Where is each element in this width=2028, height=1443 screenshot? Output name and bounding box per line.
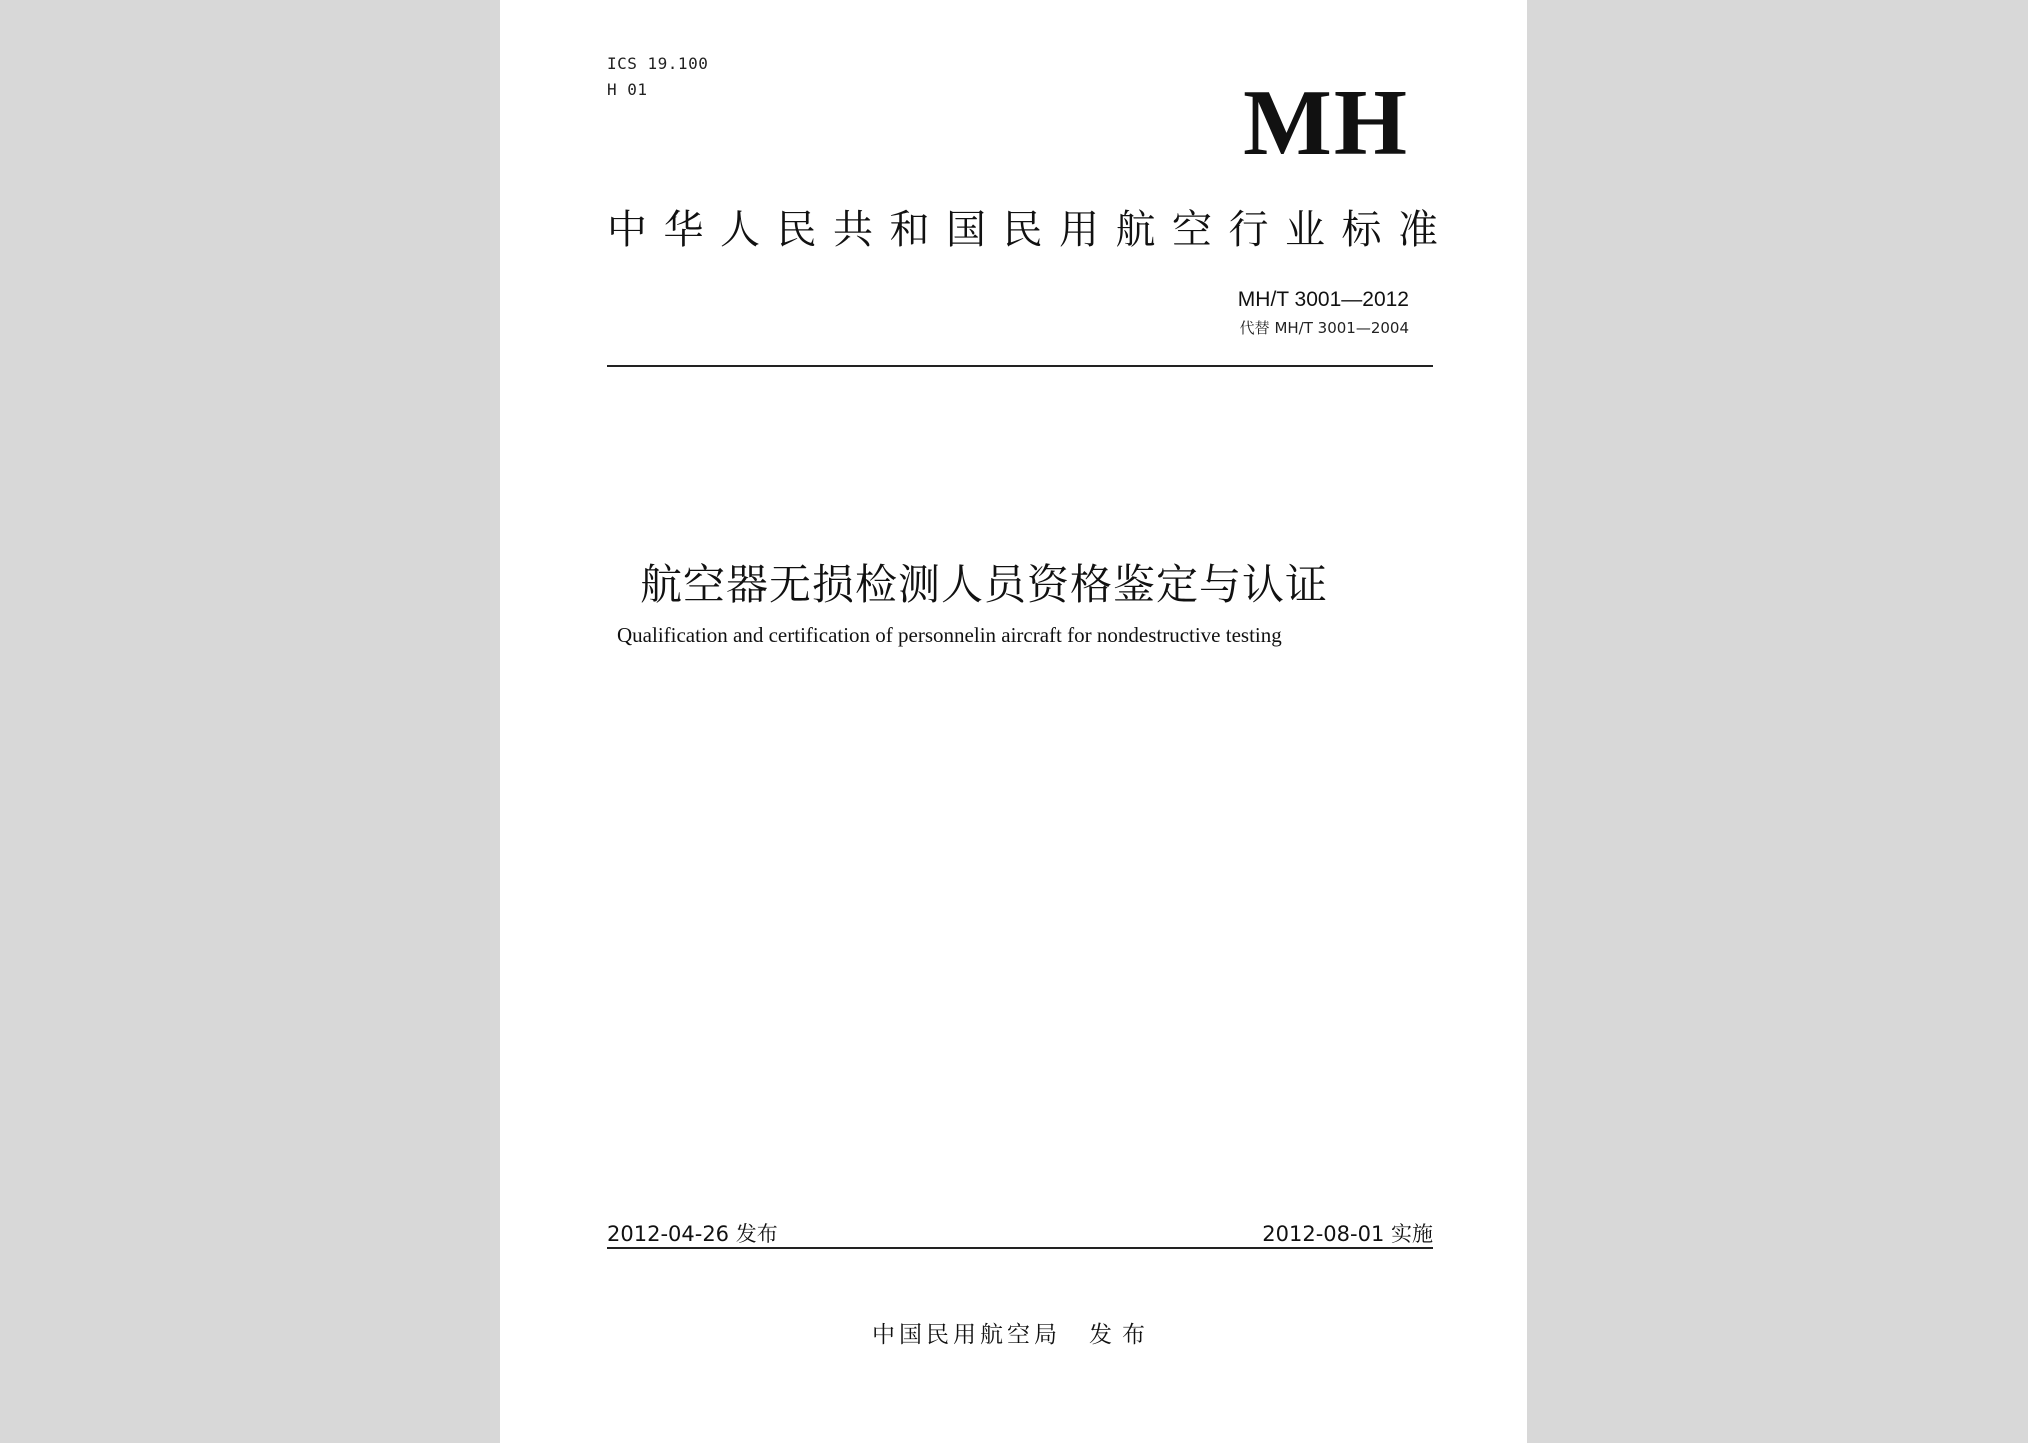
publisher-line [500,1316,1527,1349]
ccs-code: H 01 [607,80,648,99]
document-title: 航空器无损检测人员资格鉴定与认证 [640,560,1329,609]
publisher-name: 中国民用航空局 [872,1322,1061,1348]
issue-date: 2012-04-26 发布 [607,1222,778,1246]
publisher-action: 发布 [1089,1322,1155,1348]
industry-standard-title: 中华人民共和国民用航空行业标准 [607,207,1455,253]
document-page [500,0,1527,1443]
mh-logo: MH [1243,71,1409,175]
standard-number: MH/T 3001—2012 [1237,288,1409,311]
effective-date: 2012-08-01 实施 [1262,1222,1433,1246]
document-title-english: Qualification and certification of personnelin aircraft for nondestructive testing [617,623,1282,647]
footer-divider [607,1247,1433,1249]
replaced-standard: 代替 MH/T 3001—2004 [1239,319,1409,337]
ics-code: ICS 19.100 [607,54,709,73]
header-divider [607,365,1433,367]
